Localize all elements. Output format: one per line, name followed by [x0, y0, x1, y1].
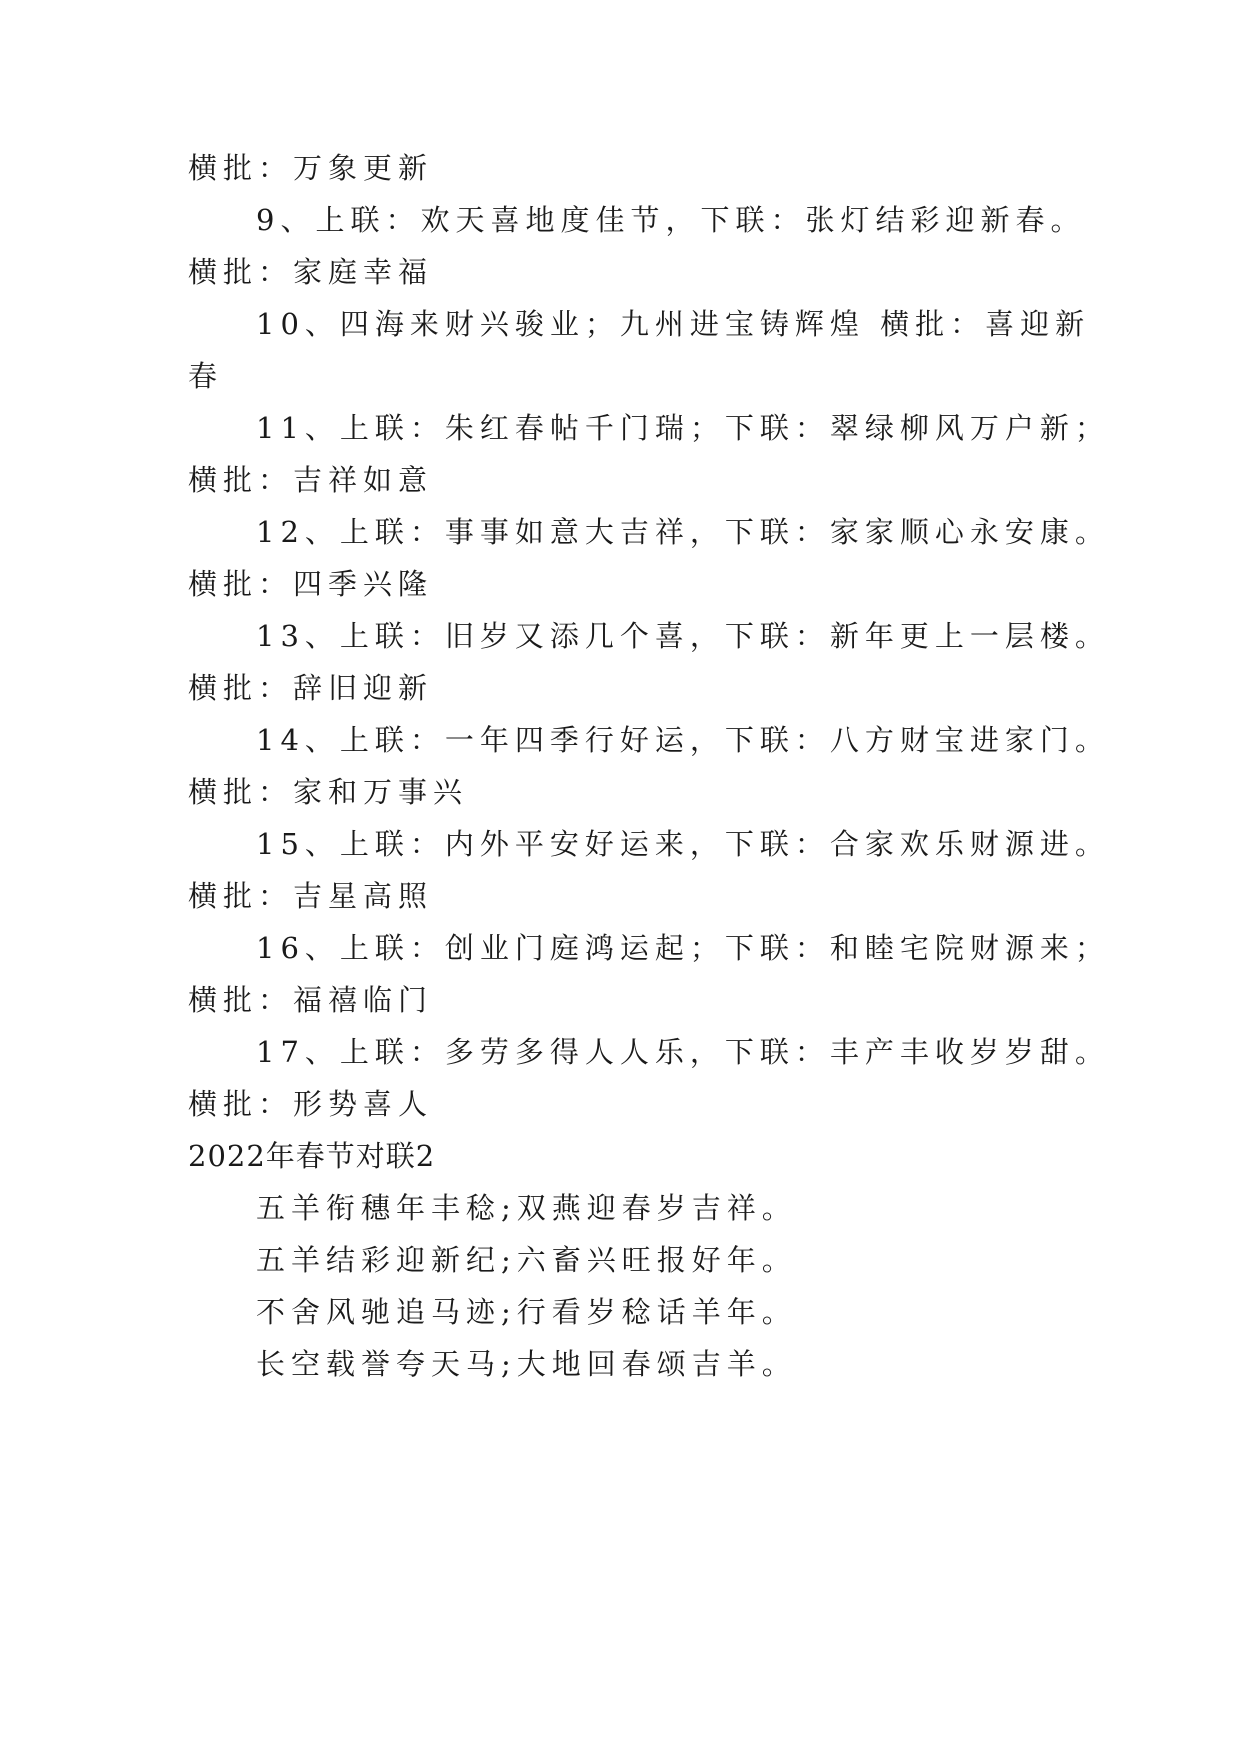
couplet-line: 10、四海来财兴骏业；九州进宝铸辉煌 横批：喜迎新	[256, 307, 1091, 341]
banner-line: 横批：辞旧迎新	[188, 671, 434, 705]
couplet-line: 9、上联：欢天喜地度佳节，下联：张灯结彩迎新春。	[256, 203, 1086, 237]
couplet-line: 16、上联：创业门庭鸿运起；下联：和睦宅院财源来；	[256, 931, 1110, 965]
banner-line: 横批：福禧临门	[188, 983, 434, 1017]
banner-line: 横批：万象更新	[188, 151, 434, 185]
section-heading: 2022年春节对联2	[188, 1139, 436, 1173]
banner-line: 横批：家和万事兴	[188, 775, 469, 809]
couplet-line: 15、上联：内外平安好运来，下联：合家欢乐财源进。	[256, 827, 1110, 861]
couplet-line: 五羊结彩迎新纪;六畜兴旺报好年。	[256, 1243, 797, 1277]
couplet-line: 13、上联：旧岁又添几个喜，下联：新年更上一层楼。	[256, 619, 1110, 653]
couplet-line: 11、上联：朱红春帖千门瑞；下联：翠绿柳风万户新；	[256, 411, 1110, 445]
couplet-line: 14、上联：一年四季行好运，下联：八方财宝进家门。	[256, 723, 1110, 757]
couplet-line: 五羊衔穗年丰稔;双燕迎春岁吉祥。	[256, 1191, 797, 1225]
banner-line: 横批：吉星高照	[188, 879, 434, 913]
couplet-line-continuation: 春	[188, 359, 224, 393]
banner-line: 横批：吉祥如意	[188, 463, 434, 497]
couplet-line: 不舍风驰追马迹;行看岁稔话羊年。	[256, 1295, 797, 1329]
couplet-line: 17、上联：多劳多得人人乐，下联：丰产丰收岁岁甜。	[256, 1035, 1110, 1069]
couplet-line: 12、上联：事事如意大吉祥，下联：家家顺心永安康。	[256, 515, 1110, 549]
couplet-line: 长空载誉夸天马;大地回春颂吉羊。	[256, 1347, 797, 1381]
banner-line: 横批：家庭幸福	[188, 255, 434, 289]
banner-line: 横批：形势喜人	[188, 1087, 434, 1121]
banner-line: 横批：四季兴隆	[188, 567, 434, 601]
